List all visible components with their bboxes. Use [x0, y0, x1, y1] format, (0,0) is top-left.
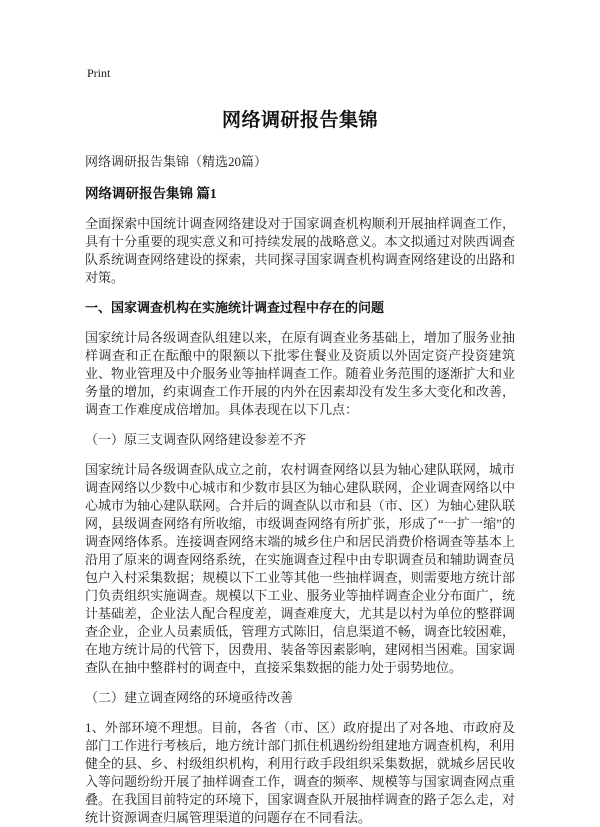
collection-subtitle: 网络调研报告集锦（精选20篇）	[85, 154, 268, 169]
section-heading-1: 一、国家调查机构在实施统计调查过程中存在的问题	[85, 300, 385, 315]
article-title: 网络调研报告集锦 篇1	[85, 186, 217, 201]
paragraph-section-1: 国家统计局各级调查队组建以来，在原有调查业务基础上，增加了服务业抽样调查和正在酝酿中的限额以下批零住餐业及资质以外固定资产投资建筑业、物业管理及中介服务业等抽样调查工作。随着业务范围的逐渐扩大和业务量的增加，约束调查工作开展的内外在因素却没有发生多大变化和改善，调查工作难度成倍增加。具体表现在以下几点：	[85, 330, 515, 417]
paragraph-sub-1-1: 国家统计局各级调查队成立之前，农村调查网络以县为轴心建队联网，城市调查网络以少数中心城市和少数市县区为轴心建队联网，企业调查网络以中心城市为轴心建队联网。合并后的调查队以市和县（市、区）为轴心建队联网，县级调查网络有所收缩，市级调查网络有所扩张，形成了“一扩一缩”的调查网络体系。连接调查网络末端的城乡住户和居民消费价格调查等基本上沿用了原来的调查网络系统，在实施调查过程中由专职调查员和辅助调查员包户入村采集数据；规模以下工业等其他一些抽样调查，则需要地方统计部门负责组织实施调查。规模以下工业、服务业等抽样调查企业分布面广，统计基础差，企业法人配合程度差，调查难度大，尤其是以村为单位的整群调查企业，企业人员素质低，管理方式陈旧，信息渠道不畅，调查比较困难，在地方统计局的代管下，因费用、装备等因素影响，建网相当困难。国家调查队在抽中整群村的调查中，直接采集数据的能力处于弱势地位。	[85, 462, 515, 675]
page-title: 网络调研报告集锦	[221, 110, 378, 131]
print-button[interactable]: Print	[87, 66, 111, 80]
paragraph-sub-1-2: 1、外部环境不理想。目前，各省（市、区）政府提出了对各地、市政府及部门工作进行考核后，地方统计部门抓住机遇纷纷组建地方调查机构，利用健全的县、乡、村级组织机构，利用行政手段组织采集数据，就城乡居民收入等问题纷纷开展了抽样调查工作，调查的频率、规模等与国家调查网点重叠。在我国目前特定的环境下，国家调查队开展抽样调查的路子怎么走，对统计资源调查归属管理渠道的问题存在不同看法。	[85, 720, 515, 825]
sub-heading-1-2: （二）建立调查网络的环境亟待改善	[85, 690, 294, 705]
sub-heading-1-1: （一）原三支调查队网络建设参差不齐	[85, 432, 307, 447]
paragraph-intro: 全面探索中国统计调查网络建设对于国家调查机构顺利开展抽样调查工作，具有十分重要的现实意义和可持续发展的战略意义。本文拟通过对陕西调查队系统调查网络建设的探索，共同探寻国家调查机构调查网络建设的出路和对策。	[85, 216, 515, 285]
